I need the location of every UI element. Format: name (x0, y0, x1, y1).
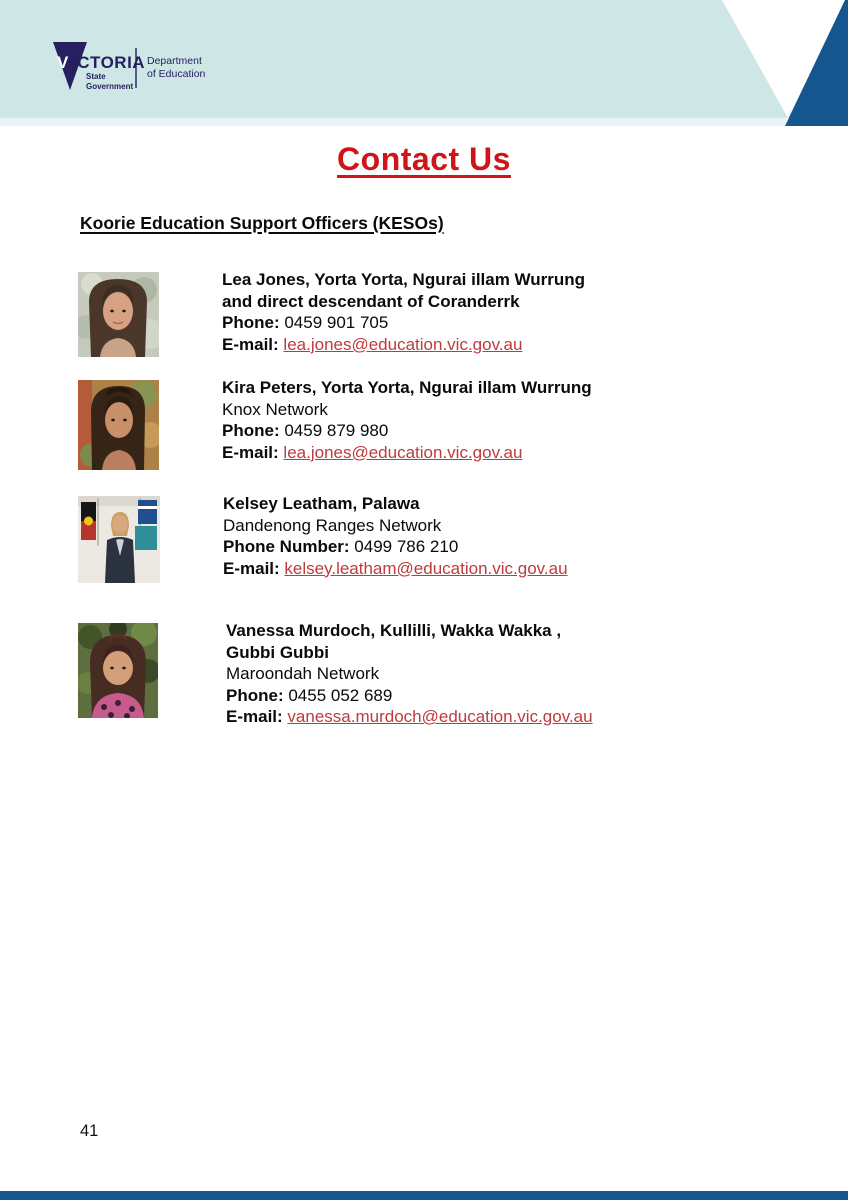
phone-label: Phone: (222, 421, 280, 440)
logo-dept-line2: of Education (147, 68, 206, 80)
contact-network: Maroondah Network (226, 664, 380, 683)
contact-info (223, 493, 568, 579)
contact-info (222, 377, 592, 463)
email-link[interactable]: kelsey.leatham@education.vic.gov.au (284, 558, 568, 578)
email-label: E-mail: (223, 558, 280, 578)
contact-photo-vanessa-murdoch (78, 623, 158, 718)
phone-number: 0455 052 689 (288, 685, 393, 705)
email-label: E-mail: (226, 707, 283, 726)
contact-email-row (226, 706, 593, 728)
section-heading: Koorie Education Support Officers (KESOs) (80, 213, 444, 233)
contact-photo-lea-jones (78, 272, 159, 357)
logo-state: State (86, 72, 106, 81)
logo-dept-line1: Department (147, 55, 202, 67)
contact-card-vanessa-murdoch (78, 623, 593, 728)
email-link[interactable]: vanessa.murdoch@education.vic.gov.au (287, 707, 593, 726)
contact-name: Vanessa Murdoch, Kullilli, Wakka Wakka , (226, 621, 562, 640)
email-link[interactable]: lea.jones@education.vic.gov.au (283, 442, 523, 462)
email-link[interactable]: lea.jones@education.vic.gov.au (283, 334, 523, 354)
contact-photo-kelsey-leatham (78, 496, 160, 583)
contact-info (222, 269, 585, 355)
portrait-woman-dark-hair-outdoors-icon (78, 380, 159, 470)
email-label: E-mail: (222, 334, 279, 354)
contact-email-row (223, 558, 568, 580)
phone-number: 0499 786 210 (354, 537, 459, 556)
phone-number: 0459 879 980 (284, 421, 389, 440)
email-label: E-mail: (222, 442, 279, 462)
phone-label: Phone Number: (223, 537, 350, 556)
contact-phone-row (222, 312, 585, 334)
contact-card-lea-jones (78, 272, 585, 357)
victoria-logo (52, 40, 262, 98)
contact-phone-row (226, 685, 593, 707)
portrait-woman-pink-top-foliage-icon (78, 623, 158, 718)
contact-email-row (222, 442, 592, 464)
contact-network: Dandenong Ranges Network (223, 515, 442, 535)
contact-name-line2: Gubbi Gubbi (226, 642, 329, 662)
contact-name: Lea Jones, Yorta Yorta, Ngurai illam Wurrung (222, 270, 586, 289)
contact-phone-row (223, 536, 568, 558)
contact-name: Kelsey Leatham, Palawa (223, 494, 420, 513)
logo-brand-rest: ICTORIA (72, 53, 146, 72)
page-number: 41 (80, 1122, 99, 1140)
phone-label: Phone: (226, 685, 284, 705)
portrait-woman-long-brown-hair-icon (78, 272, 159, 357)
phone-label: Phone: (222, 313, 280, 332)
portrait-woman-with-flags-icon (78, 496, 160, 583)
contact-info (226, 620, 593, 728)
phone-number: 0459 901 705 (284, 313, 389, 332)
contact-phone-row (222, 420, 592, 442)
contact-photo-kira-peters (78, 380, 159, 470)
contact-card-kelsey-leatham (78, 496, 568, 583)
contact-email-row (222, 334, 585, 356)
page-title: Contact Us (337, 141, 511, 177)
footer-bar (0, 1191, 848, 1200)
contact-card-kira-peters (78, 380, 592, 470)
contact-name: Kira Peters, Yorta Yorta, Ngurai illam Wurrung (222, 378, 592, 397)
contact-network: Knox Network (222, 399, 328, 419)
logo-brand-v: V (57, 53, 69, 72)
logo-government: Government (86, 82, 134, 91)
contact-name-line2: and direct descendant of Coranderrk (222, 291, 520, 311)
